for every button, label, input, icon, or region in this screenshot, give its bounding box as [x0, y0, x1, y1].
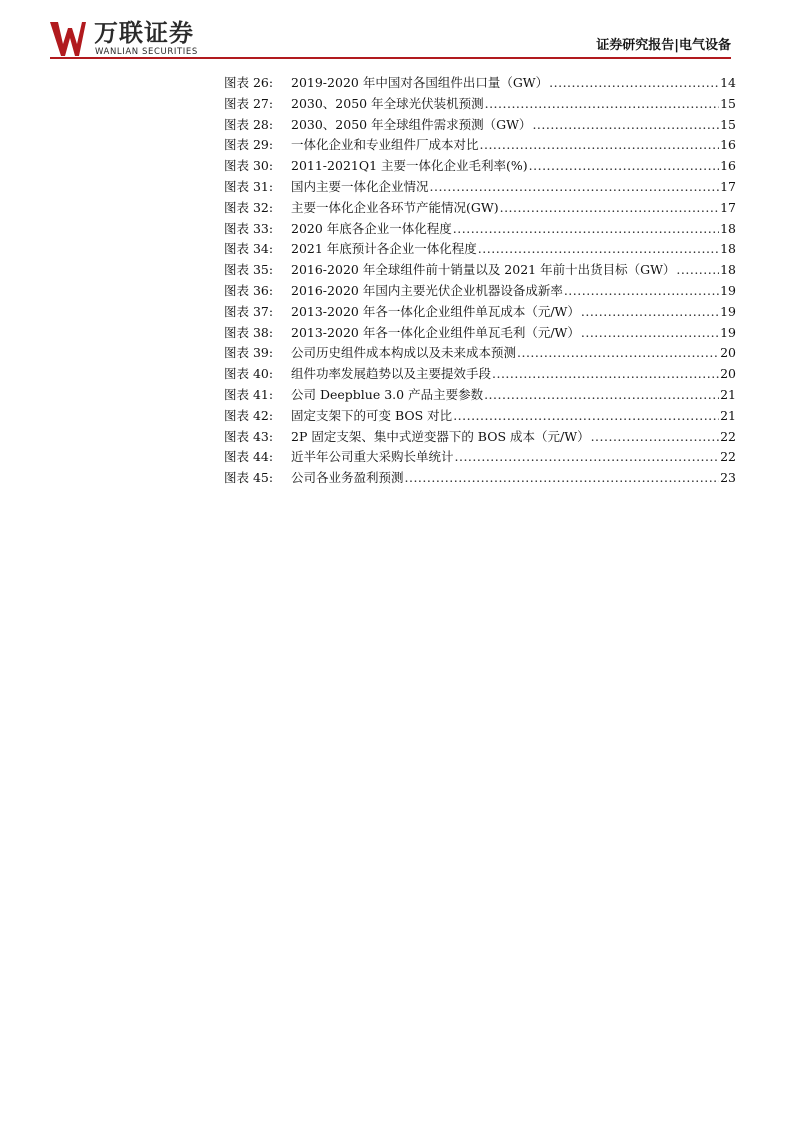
figure-title: 2019-2020 年中国对各国组件出口量（GW） — [291, 75, 549, 90]
figure-number: 图表 43: — [224, 428, 274, 444]
page-number: 22 — [720, 428, 736, 444]
figure-title: 公司历史组件成本构成以及未来成本预测 — [291, 345, 517, 361]
figure-title: 公司 Deepblue 3.0 产品主要参数 — [291, 386, 484, 402]
figure-number: 图表 27: — [224, 95, 274, 111]
dot-leader — [500, 198, 720, 219]
figure-number: 图表 38: — [224, 324, 274, 340]
dot-leader — [478, 239, 719, 260]
figure-title: 固定支架下的可变 BOS 对比 — [291, 407, 453, 423]
dot-leader — [581, 323, 719, 344]
page-header — [0, 0, 793, 62]
dot-leader — [676, 260, 719, 281]
dot-leader — [532, 115, 719, 136]
figure-number: 图表 37: — [224, 303, 274, 319]
toc-entry[interactable] — [224, 406, 736, 427]
figure-number: 图表 45: — [224, 470, 274, 486]
page-number: 22 — [720, 449, 736, 465]
figure-title: 近半年公司重大采购长单统计 — [291, 449, 454, 465]
toc-entry[interactable] — [224, 447, 736, 468]
figure-title: 2013-2020 年各一体化企业组件单瓦毛利（元/W） — [291, 324, 580, 340]
dot-leader — [591, 427, 720, 448]
figure-number: 图表 44: — [224, 449, 274, 465]
figure-title: 2011-2021Q1 主要一体化企业毛利率(%) — [291, 158, 528, 174]
header-divider — [50, 57, 731, 59]
figure-title: 2030、2050 年全球组件需求预测（GW） — [291, 116, 532, 132]
toc-entry[interactable] — [224, 73, 736, 94]
figure-title: 2016-2020 年国内主要光伏企业机器设备成新率 — [291, 282, 563, 298]
toc-entry[interactable] — [224, 427, 736, 448]
figure-title: 主要一体化企业各环节产能情况(GW) — [291, 199, 499, 215]
toc-entry[interactable] — [224, 198, 736, 219]
figure-title: 组件功率发展趋势以及主要提效手段 — [291, 366, 492, 382]
figure-title: 2021 年底预计各企业一体化程度 — [291, 241, 477, 257]
figure-number: 图表 28: — [224, 116, 274, 132]
dot-leader — [492, 364, 719, 385]
figure-number: 图表 36: — [224, 282, 274, 298]
page-number: 19 — [720, 282, 736, 298]
page-number: 15 — [720, 95, 736, 111]
page-number: 20 — [720, 366, 736, 382]
figure-number: 图表 32: — [224, 199, 274, 215]
figure-number: 图表 33: — [224, 220, 274, 236]
figure-title: 2020 年底各企业一体化程度 — [291, 220, 452, 236]
toc-entry[interactable] — [224, 219, 736, 240]
dot-leader — [405, 468, 720, 489]
dot-leader — [529, 156, 719, 177]
toc-entry[interactable] — [224, 302, 736, 323]
figure-number: 图表 42: — [224, 407, 274, 423]
page-number: 18 — [720, 262, 736, 278]
figure-number: 图表 31: — [224, 178, 274, 194]
dot-leader — [484, 385, 719, 406]
figure-title: 公司各业务盈利预测 — [291, 470, 404, 486]
page-number: 21 — [720, 407, 736, 423]
toc-entry[interactable] — [224, 135, 736, 156]
dot-leader — [453, 219, 719, 240]
dot-leader — [455, 447, 720, 468]
figure-title: 2P 固定支架、集中式逆变器下的 BOS 成本（元/W） — [291, 428, 590, 444]
page-number: 21 — [720, 386, 736, 402]
page-number: 14 — [720, 75, 736, 90]
logo-english-name: WANLIAN SECURITIES — [95, 47, 198, 57]
toc-entry[interactable] — [224, 239, 736, 260]
figure-number: 图表 40: — [224, 366, 274, 382]
figure-title: 一体化企业和专业组件厂成本对比 — [291, 137, 479, 153]
figure-number: 图表 30: — [224, 158, 274, 174]
page-number: 17 — [720, 178, 736, 194]
dot-leader — [453, 406, 719, 427]
toc-entry[interactable] — [224, 177, 736, 198]
figure-number: 图表 41: — [224, 386, 274, 402]
page-number: 18 — [720, 241, 736, 257]
page-number: 23 — [720, 470, 736, 486]
toc-entry[interactable] — [224, 364, 736, 385]
page-number: 16 — [720, 137, 736, 153]
dot-leader — [517, 343, 719, 364]
toc-entry[interactable] — [224, 115, 736, 136]
figure-number: 图表 26: — [224, 75, 274, 90]
toc-entry[interactable] — [224, 94, 736, 115]
toc-entry[interactable] — [224, 156, 736, 177]
page-number: 17 — [720, 199, 736, 215]
dot-leader — [485, 94, 719, 115]
figure-number: 图表 39: — [224, 345, 274, 361]
figure-title: 2016-2020 年全球组件前十销量以及 2021 年前十出货目标（GW） — [291, 262, 676, 278]
report-category: 证券研究报告|电气设备 — [596, 38, 731, 53]
page-number: 18 — [720, 220, 736, 236]
figure-list — [224, 73, 736, 489]
figure-title: 2030、2050 年全球光伏装机预测 — [291, 95, 484, 111]
dot-leader — [480, 135, 720, 156]
figure-title: 国内主要一体化企业情况 — [291, 178, 429, 194]
figure-number: 图表 35: — [224, 262, 274, 278]
toc-entry[interactable] — [224, 343, 736, 364]
toc-entry[interactable] — [224, 323, 736, 344]
toc-entry[interactable] — [224, 260, 736, 281]
page-number: 19 — [720, 303, 736, 319]
wanlian-logo-icon — [50, 22, 86, 56]
dot-leader — [564, 281, 719, 302]
figure-title: 2013-2020 年各一体化企业组件单瓦成本（元/W） — [291, 303, 580, 319]
figure-number: 图表 34: — [224, 241, 274, 257]
page-number: 16 — [720, 158, 736, 174]
toc-entry[interactable] — [224, 281, 736, 302]
page-number: 15 — [720, 116, 736, 132]
dot-leader — [430, 177, 720, 198]
toc-entry[interactable] — [224, 468, 736, 489]
logo-chinese-name: 万联证券 — [94, 19, 194, 47]
toc-entry[interactable] — [224, 385, 736, 406]
dot-leader — [581, 302, 719, 323]
page-number: 20 — [720, 345, 736, 361]
dot-leader — [549, 73, 719, 94]
figure-number: 图表 29: — [224, 137, 274, 153]
page-number: 19 — [720, 324, 736, 340]
